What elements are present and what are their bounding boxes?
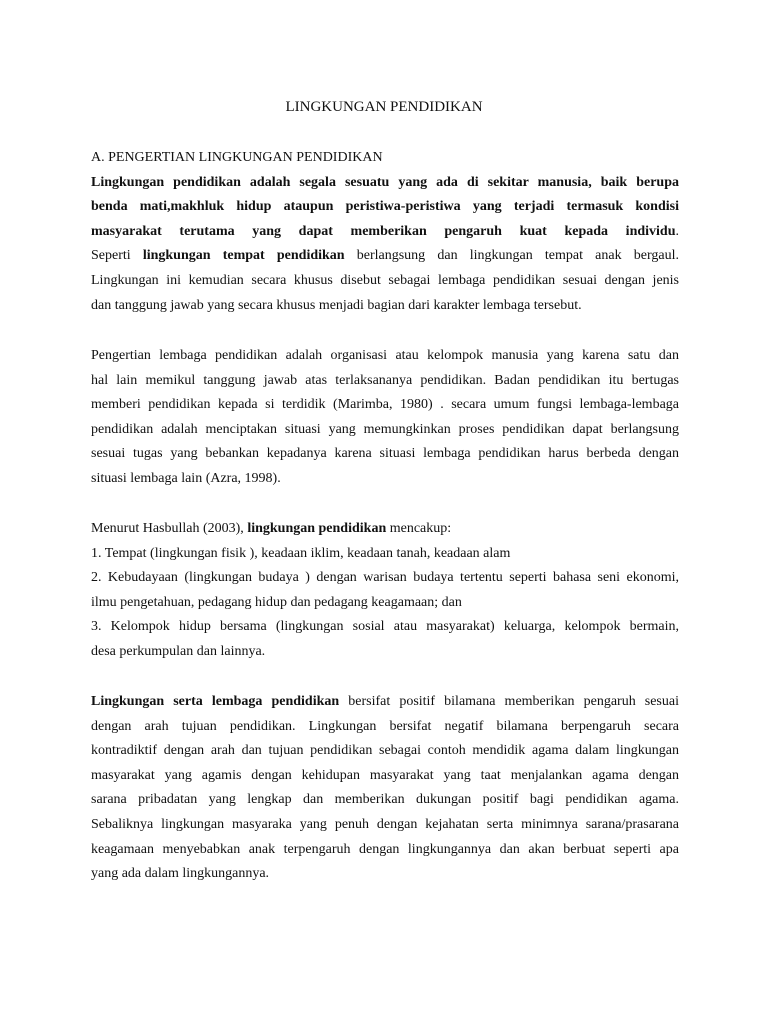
paragraph-line: sarana pribadatan yang lengkap dan memberikan dukungan positif bagi pendidikan agama. <box>91 792 679 808</box>
section-a <box>91 146 679 318</box>
list-item: 3. Kelompok hidup bersama (lingkungan sosial atau masyarakat) keluarga, kelompok bermain, <box>91 619 679 635</box>
section-heading: A. PENGERTIAN LINGKUNGAN PENDIDIKAN <box>91 150 383 165</box>
paragraph-line: Lingkungan pendidikan adalah segala sesuatu yang ada di sekitar manusia, baik berupa <box>91 174 679 190</box>
paragraph-line: masyarakat yang agamis dengan kehidupan masyarakat yang taat menjalankan agama dengan <box>91 767 679 783</box>
paragraph-3 <box>91 517 679 665</box>
bold-phrase: Lingkungan serta lembaga pendidikan <box>91 694 340 709</box>
bold-phrase: lingkungan pendidikan <box>247 521 387 536</box>
paragraph-line: yang ada dalam lingkungannya. <box>91 866 270 882</box>
bold-phrase: lingkungan tempat pendidikan <box>142 248 345 264</box>
paragraph-line: pendidikan adalah menciptakan situasi yang memungkinkan proses pendidikan dapat berlangsung <box>91 421 679 437</box>
paragraph-2 <box>91 344 679 492</box>
paragraph-line: memberi pendidikan kepada si terdidik (Marimba, 1980) . secara umum fungsi lembaga-lembaga <box>91 397 679 413</box>
paragraph-line: situasi lembaga lain (Azra, 1998). <box>91 470 281 486</box>
paragraph-line <box>91 220 679 245</box>
text-run: Menurut Hasbullah (2003), <box>91 521 248 536</box>
paragraph-1 <box>91 171 679 319</box>
paragraph-line <box>91 690 679 715</box>
paragraph-4 <box>91 690 679 887</box>
list-item-continuation: ilmu pengetahuan, pedagang hidup dan pedagang keagamaan; dan <box>91 594 462 610</box>
text-run: . <box>675 223 679 239</box>
paragraph-line: benda mati,makhluk hidup ataupun peristiwa-peristiwa yang terjadi termasuk kondisi <box>91 199 679 215</box>
paragraph-line <box>91 517 679 542</box>
text-run: bersifat positif bilamana memberikan pengaruh sesuai <box>339 694 679 709</box>
paragraph-line: dan tanggung jawab yang secara khusus menjadi bagian dari karakter lembaga tersebut. <box>91 297 582 313</box>
list-item-continuation: desa perkumpulan dan lainnya. <box>91 643 266 659</box>
text-run: Seperti <box>91 248 143 264</box>
page-title: LINGKUNGAN PENDIDIKAN <box>285 99 483 115</box>
paragraph-line: keagamaan menyebabkan anak terpengaruh dengan lingkungannya dan akan berbuat seperti apa <box>91 841 679 857</box>
text-run: mencakup: <box>386 521 452 536</box>
paragraph-line: hal lain memikul tanggung jawab atas terlaksananya pendidikan. Badan pendidikan itu bertugas <box>91 372 679 388</box>
paragraph-line: sesuai tugas yang bebankan kepadanya karena situasi lembaga pendidikan harus berbeda dengan <box>91 446 679 462</box>
paragraph-line <box>91 244 679 269</box>
paragraph-line: Pengertian lembaga pendidikan adalah organisasi atau kelompok manusia yang karena satu dan <box>91 348 679 363</box>
list-item: 2. Kebudayaan (lingkungan budaya ) dengan warisan budaya tertentu seperti bahasa seni ekonomi, <box>91 570 679 586</box>
bold-phrase: masyarakat terutama yang dapat memberikan pengaruh kuat kepada individu <box>91 223 676 239</box>
paragraph-line: Lingkungan ini kemudian secara khusus disebut sebagai lembaga pendidikan sesuai dengan jenis <box>91 272 679 288</box>
list-item: 1. Tempat (lingkungan fisik ), keadaan iklim, keadaan tanah, keadaan alam <box>91 545 511 561</box>
paragraph-line: kontradiktif dengan arah dan tujuan pendidikan sebagai contoh mendidik agama dalam lingkungan <box>91 743 679 759</box>
paragraph-line: dengan arah tujuan pendidikan. Lingkungan bersifat negatif bilamana berpengaruh secara <box>91 718 679 734</box>
paragraph-line: Sebaliknya lingkungan masyaraka yang penuh dengan kejahatan serta minimnya sarana/prasarana <box>91 816 679 832</box>
text-run: berlangsung dan lingkungan tempat anak bergaul. <box>344 248 679 264</box>
